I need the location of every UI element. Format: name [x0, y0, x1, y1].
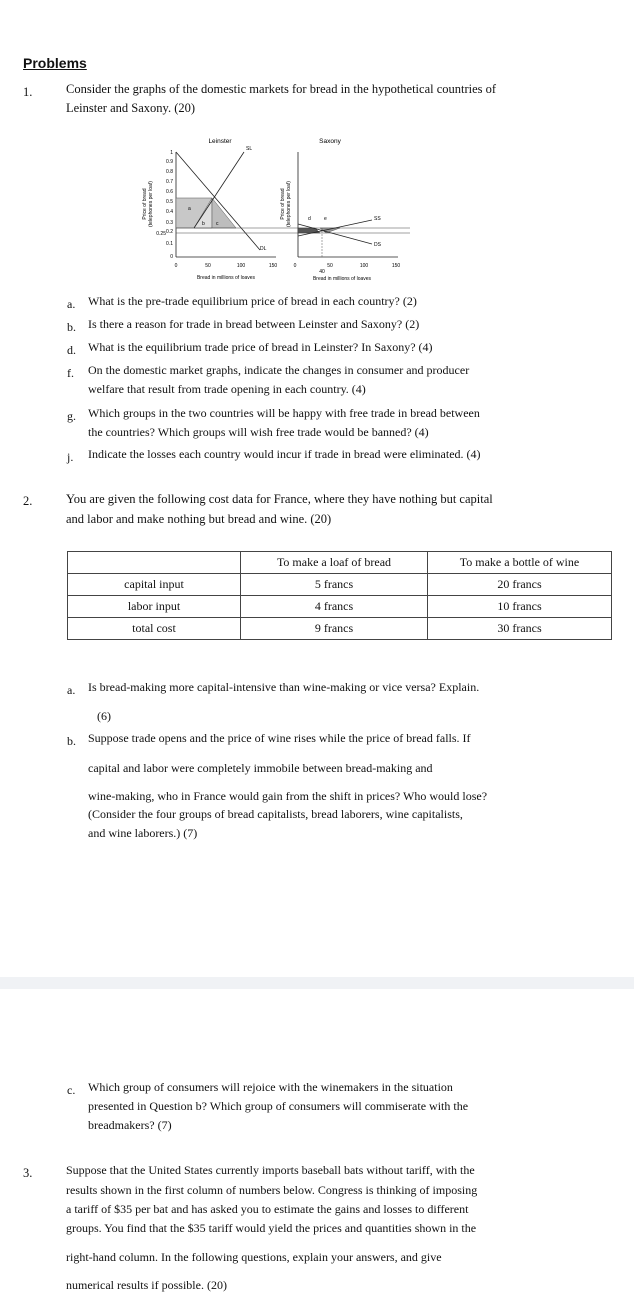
cost-table — [67, 551, 612, 640]
q1-item-text: What is the pre-trade equilibrium price of bread in each country? (2) — [88, 294, 417, 308]
q1-item-text: the countries? Which groups will wish free trade would be banned? (4) — [88, 425, 429, 439]
label-ds: DS — [374, 242, 381, 248]
leinster-ylabel-2: (telephones per loaf) — [148, 181, 154, 227]
q1-item-text: What is the equilibrium trade price of bread in Leinster? In Saxony? (4) — [88, 340, 433, 354]
q3-number: 3. — [23, 1166, 33, 1180]
x-tick: 100 — [359, 263, 369, 269]
q1-item-text: Indicate the losses each country would incur if trade in bread were eliminated. (4) — [88, 447, 481, 461]
q1-item-label: g. — [67, 409, 76, 423]
q2-text-line1: You are given the following cost data for France, where they have nothing but capital — [66, 492, 493, 506]
q1-item-label: d. — [67, 343, 76, 357]
leinster-ylabel-1: Price of bread — [142, 188, 148, 220]
q1-number: 1. — [23, 85, 33, 99]
saxony-xlabel: Bread in millions of loaves — [312, 276, 372, 282]
table-cell: capital input — [68, 574, 241, 596]
table-cell: 30 francs — [428, 618, 612, 640]
q1-item-text: Which groups in the two countries will be happy with free trade in bread between — [88, 406, 480, 420]
q1-item-label: a. — [67, 297, 76, 311]
q1-text-line2: Leinster and Saxony. (20) — [66, 101, 196, 115]
y-tick: 0.2 — [166, 229, 173, 235]
q2-text-line2: and labor and make nothing but bread and wine. (20) — [66, 512, 332, 526]
x-tick-40: 40 — [319, 269, 325, 275]
q2a-line2: (6) — [97, 709, 111, 723]
label-b: b — [202, 221, 205, 227]
y-tick: 0 — [170, 254, 173, 260]
q1-item-text: On the domestic market graphs, indicate the changes in consumer and producer — [88, 363, 470, 377]
leinster-xlabel: Bread in millions of loaves — [196, 275, 256, 281]
x-tick: 150 — [391, 263, 401, 269]
table-cell: 9 francs — [241, 618, 428, 640]
x-tick: 100 — [236, 263, 246, 269]
q2b-line4: (Consider the four groups of bread capitalists, bread laborers, wine capitalists, — [88, 807, 463, 821]
saxony-ylabel-1: Price of bread — [280, 188, 286, 220]
q2a-line1: Is bread-making more capital-intensive than wine-making or vice versa? Explain. — [88, 680, 480, 694]
q2b-line2: capital and labor were completely immobile between bread-making and — [88, 761, 433, 775]
q2b-label: b. — [67, 734, 76, 748]
table-row — [68, 574, 612, 596]
q2b-line5: and wine laborers.) (7) — [88, 826, 198, 840]
saxony-ylabel-2: (telephones per loaf) — [286, 181, 292, 227]
bread-markets-chart — [140, 132, 420, 287]
q3-line6: numerical results if possible. (20) — [66, 1278, 227, 1292]
q2c-label: c. — [67, 1083, 76, 1097]
y-tick: 0.5 — [166, 199, 173, 205]
q1-item-label: j. — [67, 450, 74, 464]
q1-item-text: Is there a reason for trade in bread between Leinster and Saxony? (2) — [88, 317, 420, 331]
q2c-line3: breadmakers? (7) — [88, 1118, 172, 1132]
saxony-title: Saxony — [319, 138, 341, 145]
table-header-cell: To make a bottle of wine — [428, 552, 612, 574]
label-ss: SS — [374, 216, 381, 222]
x-tick: 50 — [327, 263, 333, 269]
table-cell: 20 francs — [428, 574, 612, 596]
q2b-line3: wine-making, who in France would gain from the shift in prices? Who would lose? — [88, 789, 488, 803]
table-cell: 4 francs — [241, 596, 428, 618]
page-break — [0, 977, 634, 989]
x-tick: 0 — [174, 263, 178, 269]
table-cell: labor input — [68, 596, 241, 618]
q2-number: 2. — [23, 494, 33, 508]
x-tick: 0 — [293, 263, 297, 269]
y-tick: 1 — [170, 150, 173, 156]
table-header-row — [68, 552, 612, 574]
q3-line4: groups. You find that the $35 tariff would yield the prices and quantities shown in the — [66, 1221, 477, 1235]
table-cell: 5 francs — [241, 574, 428, 596]
q1-text-line1: Consider the graphs of the domestic markets for bread in the hypothetical countries of — [66, 82, 497, 96]
q1-item-label: b. — [67, 320, 76, 334]
x-tick: 150 — [268, 263, 278, 269]
label-e: e — [324, 216, 327, 222]
table-row — [68, 596, 612, 618]
y-tick: 0.25 — [156, 231, 166, 237]
q2b-line1: Suppose trade opens and the price of wine rises while the price of bread falls. If — [88, 731, 471, 745]
label-dl: DL — [260, 246, 267, 252]
table-cell: total cost — [68, 618, 241, 640]
table-cell: 10 francs — [428, 596, 612, 618]
page-heading: Problems — [23, 55, 87, 71]
table-header-cell: To make a loaf of bread — [241, 552, 428, 574]
q2c-line2: presented in Question b? Which group of consumers will commiserate with the — [88, 1099, 469, 1113]
q3-line1: Suppose that the United States currently imports baseball bats without tariff, with the — [66, 1163, 475, 1177]
q2a-label: a. — [67, 683, 76, 697]
label-d: d — [308, 216, 311, 222]
label-a: a — [188, 206, 191, 212]
q3-line5: right-hand column. In the following questions, explain your answers, and give — [66, 1250, 442, 1264]
q3-line2: results shown in the first column of numbers below. Congress is thinking of imposing — [66, 1183, 478, 1197]
q1-item-text: welfare that result from trade opening in each country. (4) — [88, 382, 366, 396]
label-c: c — [216, 221, 219, 227]
y-tick: 0.6 — [166, 189, 173, 195]
q1-item-label: f. — [67, 366, 74, 380]
y-tick: 0.1 — [166, 241, 173, 247]
y-tick: 0.4 — [166, 209, 173, 215]
q3-line3: a tariff of $35 per bat and has asked you to estimate the gains and losses to different — [66, 1202, 469, 1216]
y-tick: 0.7 — [166, 179, 173, 185]
leinster-title: Leinster — [208, 138, 232, 145]
label-sl: SL — [246, 146, 253, 152]
q2c-line1: Which group of consumers will rejoice with the winemakers in the situation — [88, 1080, 453, 1094]
y-tick: 0.9 — [166, 159, 173, 165]
table-header-cell — [68, 552, 241, 574]
y-tick: 0.8 — [166, 169, 173, 175]
y-tick: 0.3 — [166, 220, 173, 226]
table-row — [68, 618, 612, 640]
x-tick: 50 — [205, 263, 211, 269]
